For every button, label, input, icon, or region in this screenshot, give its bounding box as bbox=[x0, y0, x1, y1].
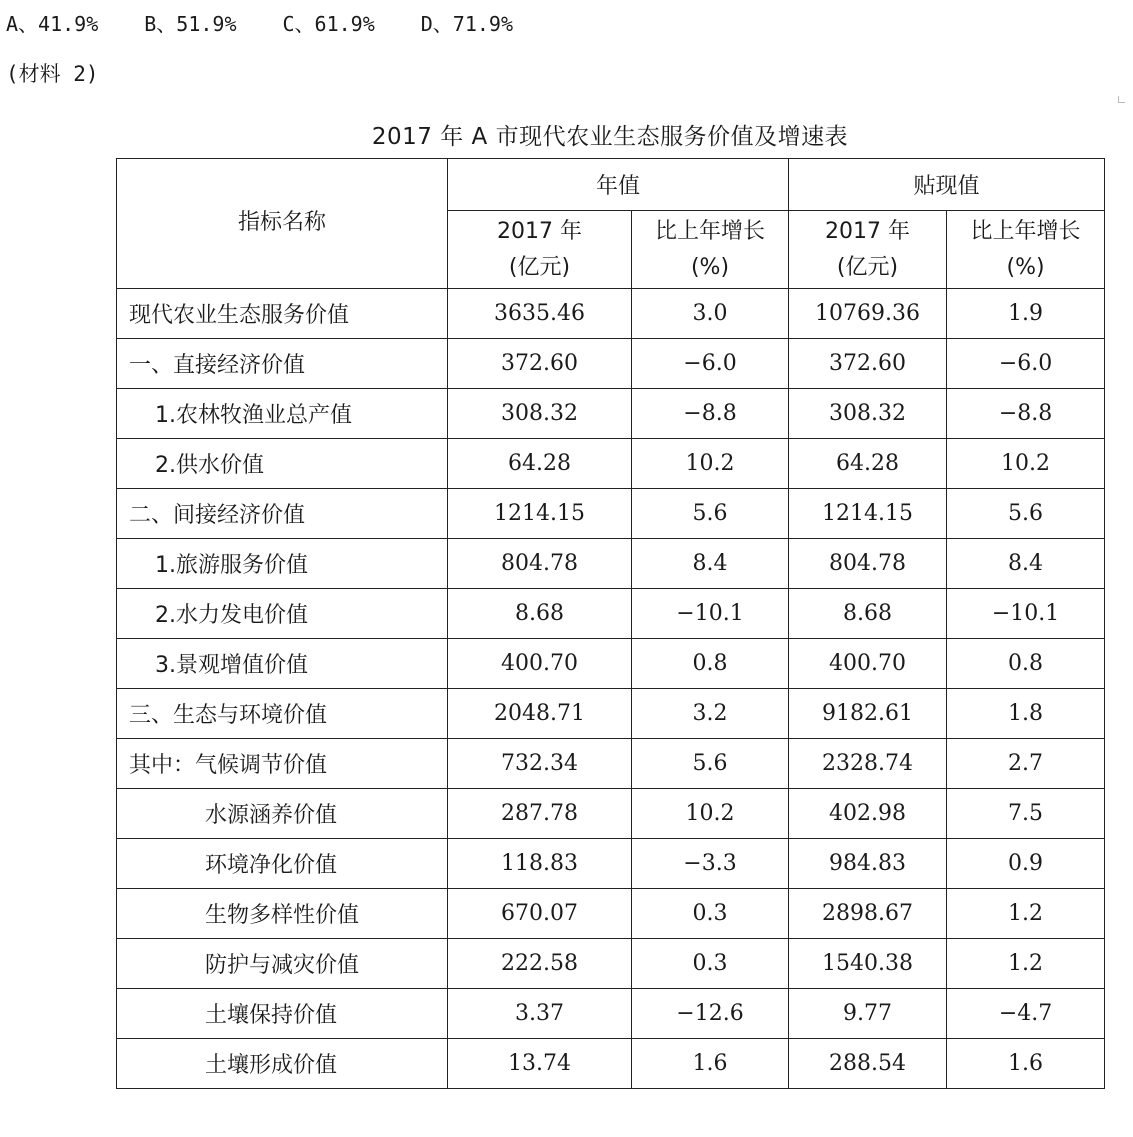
annual-growth-cell: −10.1 bbox=[632, 589, 789, 639]
table-row bbox=[117, 739, 1105, 789]
discounted-value-cell: 1540.38 bbox=[789, 939, 947, 989]
annual-value-cell: 670.07 bbox=[448, 889, 632, 939]
annual-value-cell: 308.32 bbox=[448, 389, 632, 439]
annual-value-cell: 3.37 bbox=[448, 989, 632, 1039]
header-annual-growth: 比上年增长 (%) bbox=[632, 211, 789, 289]
discounted-growth-cell: 8.4 bbox=[947, 539, 1105, 589]
annual-growth-cell: −8.8 bbox=[632, 389, 789, 439]
discounted-growth-cell: −8.8 bbox=[947, 389, 1105, 439]
discounted-growth-cell: 1.9 bbox=[947, 289, 1105, 339]
indicator-name-cell: 现代农业生态服务价值 bbox=[117, 289, 448, 339]
discounted-growth-cell: −6.0 bbox=[947, 339, 1105, 389]
answer-options bbox=[6, 8, 559, 37]
indicator-name-cell: 3.景观增值价值 bbox=[117, 639, 448, 689]
table-row bbox=[117, 889, 1105, 939]
value-table bbox=[116, 158, 1105, 1089]
discounted-value-cell: 9.77 bbox=[789, 989, 947, 1039]
discounted-value-cell: 2898.67 bbox=[789, 889, 947, 939]
material-label: (材料 2) bbox=[6, 62, 99, 86]
discounted-growth-cell: 1.8 bbox=[947, 689, 1105, 739]
indicator-name-cell: 三、生态与环境价值 bbox=[117, 689, 448, 739]
annual-growth-cell: 0.8 bbox=[632, 639, 789, 689]
annual-growth-cell: 5.6 bbox=[632, 739, 789, 789]
annual-value-cell: 13.74 bbox=[448, 1039, 632, 1089]
table-row bbox=[117, 539, 1105, 589]
table-row bbox=[117, 689, 1105, 739]
discounted-value-cell: 8.68 bbox=[789, 589, 947, 639]
discounted-growth-cell: 10.2 bbox=[947, 439, 1105, 489]
discounted-growth-cell: 7.5 bbox=[947, 789, 1105, 839]
annual-growth-cell: −3.3 bbox=[632, 839, 789, 889]
annual-value-cell: 732.34 bbox=[448, 739, 632, 789]
table-title: 2017 年 A 市现代农业生态服务价值及增速表 bbox=[371, 124, 849, 150]
annual-growth-cell: −6.0 bbox=[632, 339, 789, 389]
table-row bbox=[117, 1039, 1105, 1089]
indicator-name-cell: 1.农林牧渔业总产值 bbox=[117, 389, 448, 439]
header-discounted-year: 2017 年 (亿元) bbox=[789, 211, 947, 289]
annual-value-cell: 3635.46 bbox=[448, 289, 632, 339]
table-row bbox=[117, 589, 1105, 639]
indicator-name-cell: 防护与减灾价值 bbox=[117, 939, 448, 989]
discounted-growth-cell: 5.6 bbox=[947, 489, 1105, 539]
annual-value-cell: 2048.71 bbox=[448, 689, 632, 739]
indicator-name-cell: 生物多样性价值 bbox=[117, 889, 448, 939]
table-row bbox=[117, 489, 1105, 539]
corner-mark bbox=[1118, 96, 1125, 103]
table-row bbox=[117, 339, 1105, 389]
table-row bbox=[117, 639, 1105, 689]
annual-growth-cell: 10.2 bbox=[632, 439, 789, 489]
discounted-value-cell: 2328.74 bbox=[789, 739, 947, 789]
table-row bbox=[117, 439, 1105, 489]
table-row bbox=[117, 839, 1105, 889]
annual-growth-cell: 3.0 bbox=[632, 289, 789, 339]
discounted-growth-cell: 0.8 bbox=[947, 639, 1105, 689]
indicator-name-cell: 土壤形成价值 bbox=[117, 1039, 448, 1089]
table-row bbox=[117, 989, 1105, 1039]
header-discounted-growth: 比上年增长 (%) bbox=[947, 211, 1105, 289]
annual-growth-cell: 8.4 bbox=[632, 539, 789, 589]
annual-value-cell: 64.28 bbox=[448, 439, 632, 489]
discounted-value-cell: 1214.15 bbox=[789, 489, 947, 539]
indicator-name-cell: 2.供水价值 bbox=[117, 439, 448, 489]
annual-value-cell: 118.83 bbox=[448, 839, 632, 889]
discounted-value-cell: 400.70 bbox=[789, 639, 947, 689]
discounted-growth-cell: 1.2 bbox=[947, 939, 1105, 989]
discounted-growth-cell: 0.9 bbox=[947, 839, 1105, 889]
option-d: D、71.9% bbox=[420, 12, 513, 36]
header-annual-year: 2017 年 (亿元) bbox=[448, 211, 632, 289]
table-body bbox=[117, 289, 1105, 1089]
indicator-name-cell: 二、间接经济价值 bbox=[117, 489, 448, 539]
discounted-value-cell: 984.83 bbox=[789, 839, 947, 889]
annual-growth-cell: 5.6 bbox=[632, 489, 789, 539]
annual-growth-cell: 0.3 bbox=[632, 889, 789, 939]
indicator-name-cell: 土壤保持价值 bbox=[117, 989, 448, 1039]
indicator-name-cell: 环境净化价值 bbox=[117, 839, 448, 889]
discounted-value-cell: 64.28 bbox=[789, 439, 947, 489]
discounted-value-cell: 804.78 bbox=[789, 539, 947, 589]
annual-value-cell: 222.58 bbox=[448, 939, 632, 989]
annual-value-cell: 400.70 bbox=[448, 639, 632, 689]
table-row bbox=[117, 789, 1105, 839]
annual-value-cell: 8.68 bbox=[448, 589, 632, 639]
indicator-name-cell: 1.旅游服务价值 bbox=[117, 539, 448, 589]
option-b: B、51.9% bbox=[144, 12, 237, 36]
table-row bbox=[117, 389, 1105, 439]
annual-value-cell: 287.78 bbox=[448, 789, 632, 839]
discounted-value-cell: 402.98 bbox=[789, 789, 947, 839]
header-indicator: 指标名称 bbox=[117, 159, 448, 289]
discounted-value-cell: 9182.61 bbox=[789, 689, 947, 739]
annual-growth-cell: 10.2 bbox=[632, 789, 789, 839]
header-annual: 年值 bbox=[448, 159, 789, 211]
discounted-value-cell: 308.32 bbox=[789, 389, 947, 439]
annual-value-cell: 804.78 bbox=[448, 539, 632, 589]
table-row bbox=[117, 289, 1105, 339]
discounted-growth-cell: −4.7 bbox=[947, 989, 1105, 1039]
discounted-value-cell: 288.54 bbox=[789, 1039, 947, 1089]
annual-growth-cell: −12.6 bbox=[632, 989, 789, 1039]
indicator-name-cell: 一、直接经济价值 bbox=[117, 339, 448, 389]
discounted-growth-cell: 2.7 bbox=[947, 739, 1105, 789]
annual-growth-cell: 1.6 bbox=[632, 1039, 789, 1089]
indicator-name-cell: 2.水力发电价值 bbox=[117, 589, 448, 639]
discounted-growth-cell: 1.2 bbox=[947, 889, 1105, 939]
annual-growth-cell: 3.2 bbox=[632, 689, 789, 739]
annual-growth-cell: 0.3 bbox=[632, 939, 789, 989]
option-a: A、41.9% bbox=[6, 12, 99, 36]
table-row bbox=[117, 939, 1105, 989]
indicator-name-cell: 水源涵养价值 bbox=[117, 789, 448, 839]
discounted-growth-cell: −10.1 bbox=[947, 589, 1105, 639]
discounted-value-cell: 10769.36 bbox=[789, 289, 947, 339]
indicator-name-cell: 其中：气候调节价值 bbox=[117, 739, 448, 789]
discounted-value-cell: 372.60 bbox=[789, 339, 947, 389]
discounted-growth-cell: 1.6 bbox=[947, 1039, 1105, 1089]
option-c: C、61.9% bbox=[282, 12, 375, 36]
annual-value-cell: 1214.15 bbox=[448, 489, 632, 539]
annual-value-cell: 372.60 bbox=[448, 339, 632, 389]
header-discounted: 贴现值 bbox=[789, 159, 1105, 211]
